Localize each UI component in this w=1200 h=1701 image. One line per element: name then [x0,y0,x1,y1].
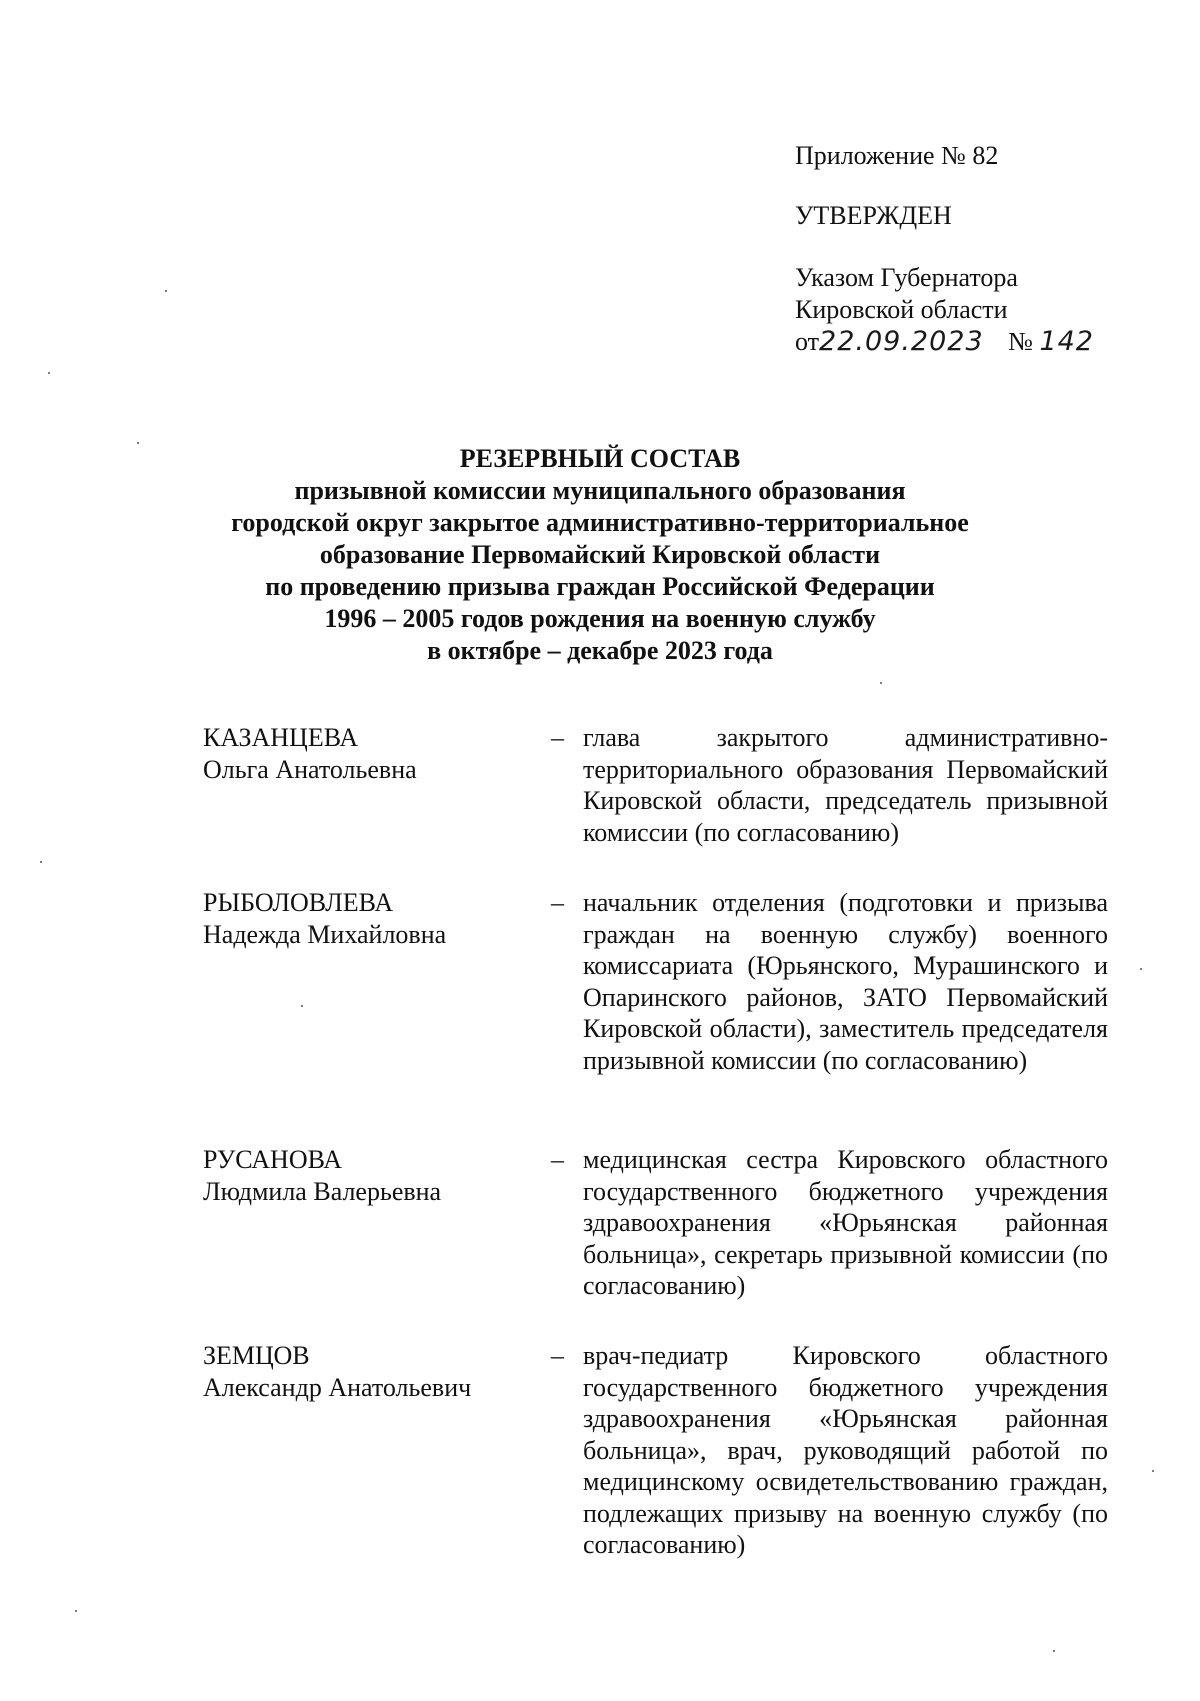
title-line: призывной комиссии муниципального образования [294,476,906,505]
member-given-names: Людмила Валерьевна [203,1176,442,1206]
member-given-names: Александр Анатольевич [203,1372,472,1402]
scan-speck [165,290,167,292]
member-name [203,722,523,785]
scan-speck [1152,1470,1154,1472]
member-role: глава закрытого административно-территориального образования Первомайский Кировской области, председатель призывной комиссии (по согласованию) [583,723,1108,847]
member-surname: РУСАНОВА [203,1145,343,1174]
scan-speck [137,442,139,444]
member-dash: – [551,1145,564,1174]
document-title [170,443,1030,667]
member-name [203,1340,523,1403]
decree-line-2: Кировской области [795,295,1008,324]
scan-speck [1140,968,1142,970]
scan-speck [48,372,50,374]
scan-speck [880,682,882,684]
member-name [203,887,523,950]
member-surname: РЫБОЛОВЛЕВА [203,888,394,917]
member-given-names: Ольга Анатольевна [203,754,417,784]
member-dash: – [551,723,564,752]
member-given-names: Надежда Михайловна [203,919,447,949]
member-role: начальник отделения (подготовки и призыва граждан на военную службу) военного комиссариата (Юрьянского, Мурашинского и Опаринского районов, ЗАТО Первомайский Кировской области), заместитель председателя призывной комиссии (по согласованию) [583,888,1108,1075]
handwritten-number: 142 [1039,326,1094,357]
appendix-number: Приложение № 82 [795,141,999,170]
member-role: медицинская сестра Кировского областного государственного бюджетного учреждения здравоохранения «Юрьянская районная больница», секретарь призывной комиссии (по согласованию) [583,1145,1108,1300]
title-heading: РЕЗЕРВНЫЙ СОСТАВ [459,444,741,473]
handwritten-date: 22.09.2023 [819,326,984,357]
decree-date-line [795,326,1094,358]
member-surname: КАЗАНЦЕВА [203,723,359,752]
approval-block [795,140,1094,358]
scan-speck [1053,1650,1055,1652]
member-role: врач-педиатр Кировского областного государственного бюджетного учреждения здравоохранения «Юрьянская районная больница», врач, руководящий работой по медицинскому освидетельствованию граждан, подлежащих призыву на военную службу (по согласованию) [583,1341,1108,1559]
title-line: по проведению призыва граждан Российской Федерации [265,572,935,601]
decree-line-1: Указом Губернатора [795,263,1018,292]
member-dash: – [551,888,564,917]
title-line: городской округ закрытое административно-территориальное [231,508,969,537]
approved-label: УТВЕРЖДЕН [795,201,952,230]
date-prefix: от [795,327,820,356]
scan-speck [75,1610,77,1612]
title-line: 1996 – 2005 годов рождения на военную службу [324,604,876,633]
member-dash: – [551,1341,564,1370]
title-line: образование Первомайский Кировской области [319,540,881,569]
scan-speck [40,861,42,863]
member-name [203,1144,523,1207]
scan-speck [301,1005,303,1007]
number-prefix: № [1008,327,1033,356]
member-surname: ЗЕМЦОВ [203,1341,310,1370]
title-line: в октябре – декабре 2023 года [427,636,773,665]
